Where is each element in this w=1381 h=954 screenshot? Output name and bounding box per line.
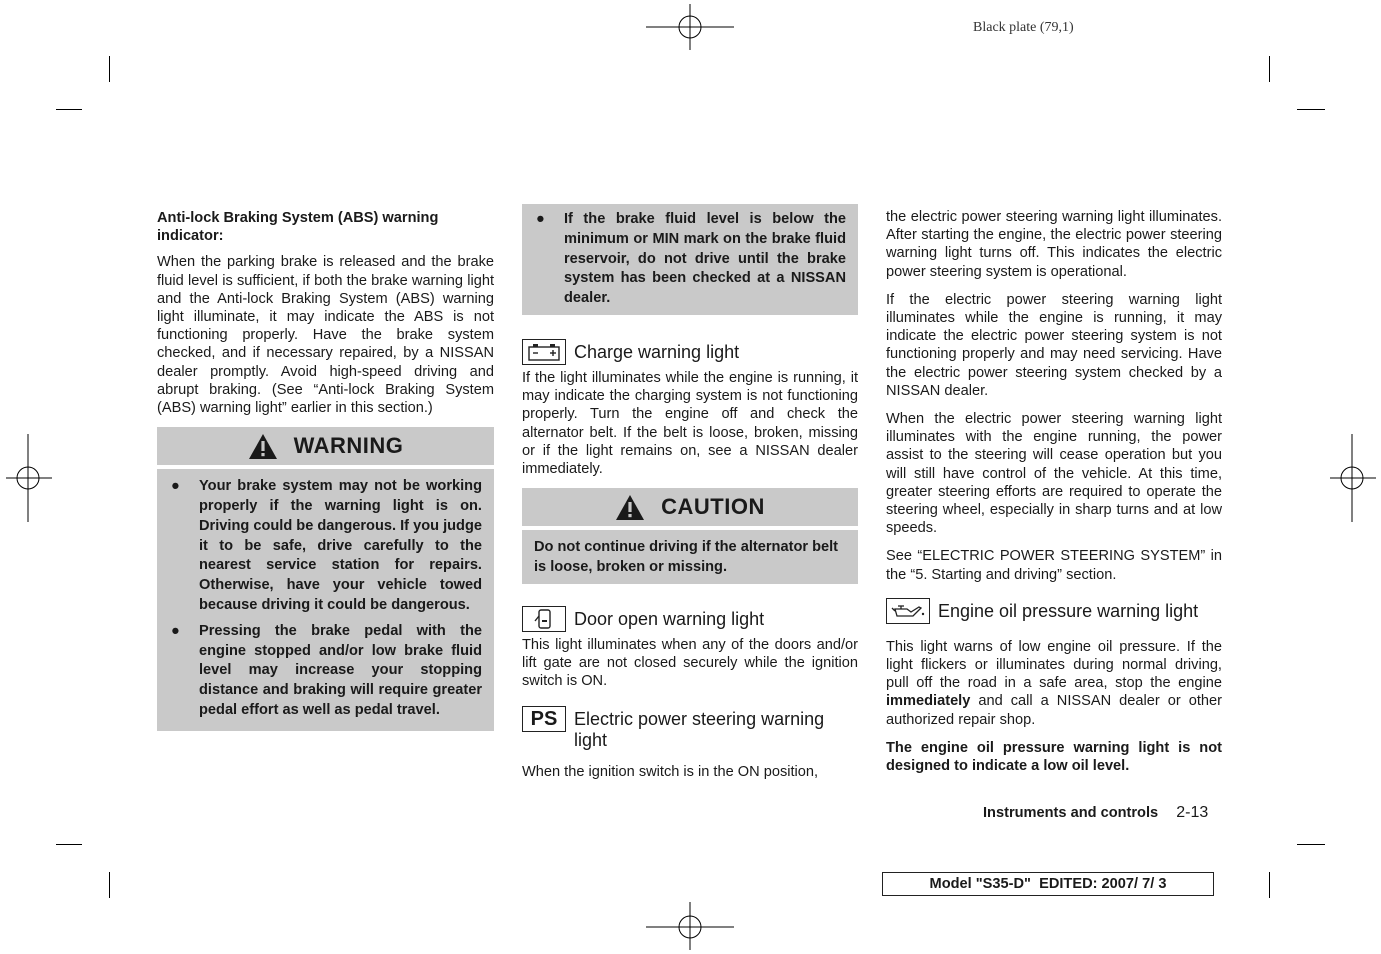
eps-continued: the electric power steering warning light illuminates. After starting the engine, the electric power steering warning light turns off. This indicates the electric power steering system is operational.: [886, 209, 1222, 280]
registration-mark-right: [1328, 432, 1378, 524]
ps-icon-text: PS: [530, 708, 558, 731]
warning-bullet-text: Pressing the brake pedal with the engine stopped and/or low brake fluid level may increase your stopping distance and braking will require greater pedal effort as well as pedal travel.: [199, 622, 482, 718]
eps-paragraph-3: When the electric power steering warning light illuminates with the engine running, the power assist to the steering will cease operation but you will still have control of the vehicle. At this time, greater steering efforts are required to operate the steering wheel, especially in sharp turns and at low speeds.: [886, 411, 1222, 537]
warning-title: WARNING: [293, 433, 404, 459]
model-code: "S35-D": [975, 876, 1031, 892]
registration-mark-top: [644, 0, 736, 56]
warning-header: [157, 427, 494, 465]
caution-body: [522, 530, 858, 584]
door-title: Door open warning light: [574, 608, 765, 629]
oil-can-icon: [886, 598, 930, 624]
caution-box: [522, 488, 858, 584]
door-paragraph: This light illuminates when any of the doors and/or lift gate are not closed securely while the ignition switch is ON.: [522, 636, 858, 690]
brake-fluid-box: [522, 204, 858, 315]
power-steering-icon: [522, 706, 566, 732]
registration-mark-left: [4, 432, 54, 524]
bullet-icon: ●: [171, 622, 180, 639]
oil-paragraph-bold: immediately: [886, 693, 971, 710]
eps-heading: [522, 706, 858, 751]
warning-triangle-icon: [248, 433, 278, 460]
oil-note: The engine oil pressure warning light is not designed to indicate a low oil level.: [886, 739, 1222, 775]
list-item: [169, 477, 482, 616]
bullet-icon: ●: [171, 478, 180, 495]
model-box: [882, 872, 1214, 896]
page-number: 2-13: [1176, 804, 1209, 821]
plate-label: Black plate (79,1): [973, 20, 1074, 35]
battery-icon: [522, 339, 566, 365]
section-name: Instruments and controls: [983, 805, 1159, 821]
warning-body: [157, 469, 494, 731]
oil-title: Engine oil pressure warning light: [938, 600, 1199, 621]
registration-mark-bottom: [644, 900, 736, 954]
eps-title: Electric power steering warning light: [574, 709, 825, 751]
charge-heading: [522, 339, 858, 365]
oil-paragraph-part2: and call a NISSAN dealer or other authorized repair shop.: [886, 693, 1222, 728]
charge-paragraph: If the light illuminates while the engine is running, it may indicate the charging system is not functioning properly. Turn the engine off and check the alternator belt. If the belt is loose, broken, missing or if the light remains on, see a NISSAN dealer immediately.: [522, 369, 858, 477]
oil-heading: [886, 598, 1222, 624]
warning-bullet-text: Your brake system may not be working properly if the warning light is on. Driving could be dangerous. If you judge it to be safe, drive carefully to the nearest service station for repairs. Otherwise, have your vehicle towed because driving it could be dangerous.: [199, 478, 482, 614]
abs-heading: Anti-lock Braking System (ABS) warning indicator:: [157, 210, 439, 245]
right-column: [886, 208, 1222, 785]
caution-title: CAUTION: [661, 494, 765, 520]
warning-box: [157, 427, 494, 731]
door-open-icon: [522, 606, 566, 632]
page-footer: [983, 804, 1208, 822]
list-item: [169, 622, 482, 721]
door-heading: [522, 606, 858, 632]
brake-fluid-text: If the brake fluid level is below the minimum or MIN mark on the brake fluid reservoir, do not drive until the brake system has been checked at a NISSAN dealer.: [564, 211, 846, 307]
abs-paragraph: When the parking brake is released and the brake fluid level is sufficient, if both the brake warning light and the Anti-lock Braking System (ABS) warning light illuminate, it may indicate the ABS is not functioning properly. Have the brake system checked, and if necessary repaired, by a NISSAN dealer promptly. Avoid high-speed driving and abrupt braking. (See “Anti-lock Braking System (ABS) warning light” earlier in this section.): [157, 254, 494, 417]
list-item: [534, 210, 846, 309]
oil-paragraph-part1: This light warns of low engine oil pressure. If the light flickers or illuminates during normal driving, pull off the road in a safe area, stop the engine: [886, 638, 1222, 692]
caution-text: Do not continue driving if the alternator belt is loose, broken or missing.: [534, 539, 839, 575]
caution-header: [522, 488, 858, 526]
bullet-icon: ●: [536, 211, 545, 227]
charge-title: Charge warning light: [574, 341, 740, 362]
middle-column: [522, 204, 858, 792]
left-column: [157, 209, 494, 731]
eps-paragraph-2: If the electric power steering warning light illuminates while the engine is running, it may indicate the electric power steering system is not functioning properly and may need servicing. Have the electric power steering system checked by a NISSAN dealer.: [886, 291, 1222, 399]
eps-paragraph-4: See “ELECTRIC POWER STEERING SYSTEM” in the “5. Starting and driving” section.: [886, 548, 1222, 583]
edited-text: EDITED: 2007/ 7/ 3: [1039, 876, 1167, 892]
eps-paragraph-start: When the ignition switch is in the ON position,: [522, 764, 819, 781]
oil-paragraph: [886, 638, 1222, 729]
model-label: Model: [929, 876, 972, 892]
warning-triangle-icon: [615, 494, 645, 521]
